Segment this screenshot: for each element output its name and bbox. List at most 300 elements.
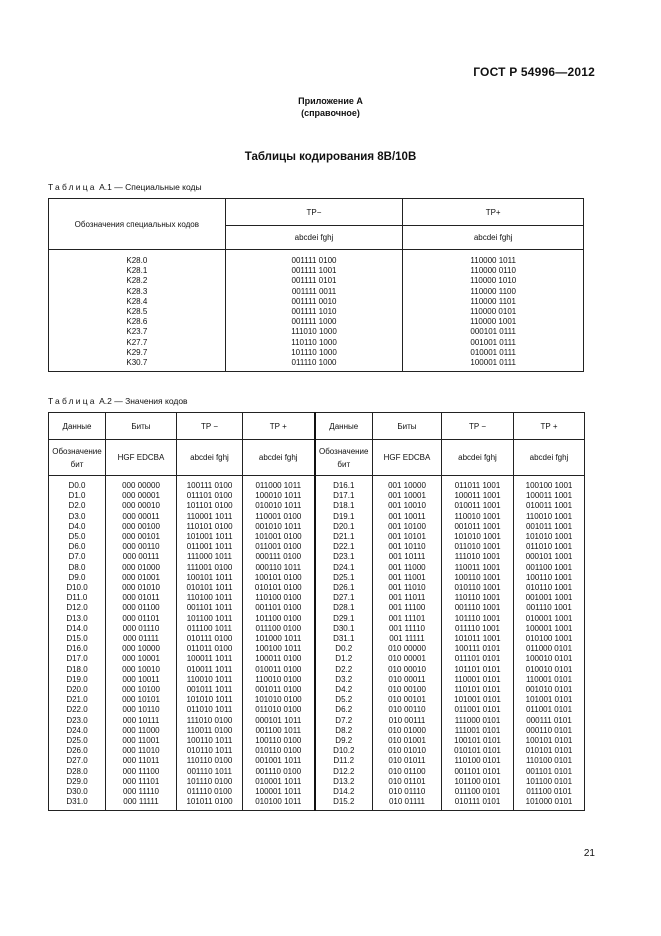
header-tp-minus: ТР − <box>177 413 243 440</box>
table-cell: 100101 0101 <box>525 736 573 746</box>
table-cell: D30.1 <box>333 623 355 633</box>
table-cell: D9.0 <box>68 572 86 582</box>
header-bits-right: Биты <box>373 413 442 440</box>
table-cell: 101001 0101 <box>525 695 573 705</box>
table-cell: 000 11111 <box>123 797 159 807</box>
appendix-label: Приложение А <box>298 96 363 106</box>
table-cell: 010010 1011 <box>255 501 302 511</box>
table-cell: 101110 0100 <box>186 776 233 786</box>
table-cell: K28.6 <box>126 317 148 327</box>
table-cell: D20.1 <box>333 521 355 531</box>
table-cell: 001101 1011 <box>186 603 233 613</box>
table-cell: 001100 1001 <box>525 562 573 572</box>
table-cell: 111001 0101 <box>454 725 501 735</box>
tp-minus-column <box>177 476 243 811</box>
table-cell: 000 00100 <box>122 521 160 531</box>
table-cell: 001001 1011 <box>255 756 302 766</box>
header-bits: Биты <box>106 413 177 440</box>
table-cell: 110000 1011 <box>470 256 516 265</box>
table-cell: 010 00101 <box>388 695 426 705</box>
table-cell: 010011 1001 <box>454 501 501 511</box>
table-cell: 010101 0101 <box>454 746 501 756</box>
table-cell: 010110 1001 <box>525 583 573 593</box>
table-cell: 111010 1000 <box>291 327 337 337</box>
table-cell: D5.2 <box>335 695 353 705</box>
table-cell: 111001 0100 <box>186 562 233 572</box>
table-cell: 010001 1011 <box>255 776 302 786</box>
table-cell: 100011 0100 <box>255 654 302 664</box>
table-cell: 001 10111 <box>388 552 426 562</box>
table-cell: D1.2 <box>335 654 353 664</box>
table-cell: D10.2 <box>333 746 355 756</box>
table-cell: 101011 1001 <box>454 634 501 644</box>
table-cell: 001110 0100 <box>255 766 302 776</box>
table-cell: 110011 1001 <box>454 562 501 572</box>
table-cell: D20.0 <box>66 685 88 695</box>
table-cell: D6.2 <box>335 705 353 715</box>
table-cell: 101001 1011 <box>186 532 233 542</box>
table-cell: D18.1 <box>333 501 355 511</box>
table-cell: 110000 1001 <box>470 317 517 327</box>
table-cell: 001011 0100 <box>255 685 302 695</box>
table-cell: 101010 1001 <box>525 532 573 542</box>
table-cell: 001 10110 <box>388 542 426 552</box>
table-cell: 100011 1001 <box>454 491 501 501</box>
table1-caption <box>48 182 202 192</box>
table-cell: D24.1 <box>333 562 355 572</box>
table-cell: D0.2 <box>335 644 353 654</box>
table-cell: 011010 1001 <box>454 542 501 552</box>
table-cell: 011001 0100 <box>255 542 302 552</box>
table-cell: 010 01010 <box>388 746 426 756</box>
table-cell: D26.0 <box>66 746 88 756</box>
table-cell: 010111 0100 <box>186 634 233 644</box>
table1-caption-word: Таблица <box>48 182 97 192</box>
table-cell: 011010 0100 <box>255 705 302 715</box>
table-cell: D19.1 <box>333 511 355 521</box>
table-cell: K29.7 <box>126 347 148 357</box>
table-cell: 100100 1001 <box>525 481 573 490</box>
table-cell: 001 10000 <box>388 481 426 490</box>
tp-plus-column-right <box>514 476 585 811</box>
table-cell: 001 11101 <box>388 613 426 623</box>
table-cell: 010 00100 <box>388 685 426 695</box>
table-cell: 001001 0111 <box>470 337 516 347</box>
table-cell: D15.2 <box>333 797 355 807</box>
table-cell: 001010 1011 <box>255 521 302 531</box>
table-cell: 001100 1011 <box>255 725 302 735</box>
table-cell: D8.0 <box>68 562 86 572</box>
table-cell: D29.1 <box>333 613 355 623</box>
table-cell: 011110 1001 <box>455 623 500 633</box>
table-cell: D3.2 <box>335 674 353 684</box>
table-cell: 000110 1011 <box>255 562 302 572</box>
table-cell: 000 11110 <box>122 787 160 797</box>
table-cell: D30.0 <box>66 787 88 797</box>
table-cell: 101100 1011 <box>186 613 233 623</box>
table-cell: D7.0 <box>68 552 86 562</box>
table-cell: 100001 0111 <box>470 358 516 368</box>
table-cell: 101100 0100 <box>255 613 302 623</box>
table-cell: 011110 0100 <box>187 787 232 797</box>
table-cell: D28.0 <box>66 766 88 776</box>
subheader-tp-minus: abcdei fghj <box>177 440 243 476</box>
table-cell: D11.0 <box>66 593 88 603</box>
table-cell: 110101 0101 <box>454 685 501 695</box>
table-cell: 100101 1011 <box>186 572 233 582</box>
header-data-right: Данные <box>315 413 373 440</box>
table-cell: 001101 0100 <box>255 603 302 613</box>
table-cell: 111010 0100 <box>186 715 233 725</box>
page-number: 21 <box>583 848 595 859</box>
table-cell: D25.1 <box>333 572 355 582</box>
table-cell: 100001 1001 <box>525 623 573 633</box>
table-cell: 001110 1011 <box>187 766 232 776</box>
table-cell: D2.0 <box>68 501 86 511</box>
header-tp-plus: ТР + <box>243 413 315 440</box>
table-cell: D18.0 <box>66 664 88 674</box>
table-cell: 001011 1011 <box>186 685 233 695</box>
table-cell: 010111 0101 <box>454 797 501 807</box>
data-column <box>49 476 106 811</box>
table-cell: 000110 0101 <box>525 725 573 735</box>
subheader-tp-minus-right: abcdei fghj <box>442 440 514 476</box>
table-cell: 011001 0101 <box>525 705 573 715</box>
table-cell: D16.1 <box>333 481 355 490</box>
subheader-designation-right <box>315 440 373 476</box>
code-values-table <box>48 412 585 811</box>
table-cell: 010 00010 <box>388 664 426 674</box>
table-cell: 001111 0101 <box>291 276 337 286</box>
table-cell: 000 01001 <box>122 572 160 582</box>
subheader-tp-plus: abcdei fghj <box>403 226 584 250</box>
data-column-right <box>315 476 373 811</box>
table-cell: 000 11101 <box>122 776 160 786</box>
table-cell: 001010 0101 <box>525 685 573 695</box>
subheader-designation-right-line2: бит <box>337 459 351 469</box>
table-cell: 000101 0111 <box>470 327 516 337</box>
table-cell: 001 11000 <box>388 562 426 572</box>
table-cell: D12.0 <box>66 603 88 613</box>
page-title: Таблицы кодирования 8В/10В <box>244 151 417 163</box>
table-cell: 000 11000 <box>122 725 160 735</box>
table-cell: 110001 0101 <box>525 674 573 684</box>
subheader-tp-minus: abcdei fghj <box>225 226 403 250</box>
table-cell: D28.1 <box>333 603 355 613</box>
table-cell: 110001 0101 <box>454 674 501 684</box>
table-cell: 011100 1011 <box>187 623 232 633</box>
table-cell: 011010 1001 <box>525 542 573 552</box>
table-cell: 010001 1001 <box>525 613 573 623</box>
table-cell: 000 10010 <box>122 664 160 674</box>
table-cell: 000111 0100 <box>255 552 302 562</box>
table-cell: D16.0 <box>66 644 88 654</box>
table-cell: 000 00011 <box>122 511 160 521</box>
table-cell: 000 11010 <box>122 746 160 756</box>
table-cell: 000 01111 <box>122 634 160 644</box>
table-cell: D22.0 <box>66 705 88 715</box>
table-cell: D23.1 <box>333 552 355 562</box>
table-cell: 110001 0100 <box>255 511 302 521</box>
table-cell: 000 10001 <box>122 654 160 664</box>
table-cell: D7.2 <box>335 715 353 725</box>
table-cell: 101110 1001 <box>454 613 501 623</box>
table-cell: 000 10101 <box>122 695 160 705</box>
table-cell: 100110 0100 <box>255 736 302 746</box>
table-cell: D21.1 <box>333 532 355 542</box>
table-cell: 100110 1001 <box>454 572 501 582</box>
table-cell: D9.2 <box>335 736 353 746</box>
table-cell: K28.1 <box>126 266 148 276</box>
table-cell: 110000 1101 <box>470 296 516 306</box>
table-cell: 011010 1011 <box>186 705 233 715</box>
table-cell: 000 01010 <box>122 583 160 593</box>
table-cell: 000 10000 <box>122 644 160 654</box>
table-cell: 100010 1011 <box>255 491 302 501</box>
table-cell: D6.0 <box>68 542 86 552</box>
table-cell: D17.0 <box>66 654 88 664</box>
header-tp-minus: ТР− <box>225 199 403 226</box>
table-cell: 001 11110 <box>388 623 426 633</box>
table-cell: 010 00110 <box>388 705 426 715</box>
tp-minus-column-right <box>442 476 514 811</box>
table-cell: 000 00110 <box>122 542 160 552</box>
table-cell: D23.0 <box>66 715 88 725</box>
table-cell: 001111 1000 <box>291 317 337 327</box>
table-cell: 001111 0011 <box>291 286 337 296</box>
table-cell: 110000 1010 <box>470 276 517 286</box>
table-cell: 101001 0101 <box>454 695 501 705</box>
bits-column <box>106 476 177 811</box>
table-cell: 101000 1011 <box>255 634 302 644</box>
table-cell: 001 11010 <box>388 583 426 593</box>
table-cell: 010 00001 <box>388 654 426 664</box>
table-cell: 100011 1001 <box>525 491 573 501</box>
table-cell: 011000 1011 <box>255 481 302 490</box>
table-cell: 001110 1001 <box>526 603 572 613</box>
subheader-designation-line2: бит <box>70 459 84 469</box>
table-cell: 110001 1011 <box>186 511 233 521</box>
table-cell: K23.7 <box>126 327 148 337</box>
table-cell: 011100 0101 <box>526 787 572 797</box>
special-code-names-column <box>49 250 226 372</box>
table-cell: 000101 1011 <box>255 715 302 725</box>
table-cell: D15.0 <box>66 634 88 644</box>
table-cell: 110000 0101 <box>470 307 517 317</box>
table-cell: 110110 1000 <box>291 337 337 347</box>
table-cell: 010100 1001 <box>525 634 573 644</box>
table-cell: 000 00111 <box>122 552 160 562</box>
table-cell: 000 10100 <box>122 685 160 695</box>
table-cell: 100100 1011 <box>255 644 302 654</box>
table-cell: 010 01001 <box>388 736 426 746</box>
table-cell: 101100 0101 <box>454 776 501 786</box>
subheader-tp-plus: abcdei fghj <box>243 440 315 476</box>
table-cell: 001 10100 <box>388 521 426 531</box>
table-cell: 010 01101 <box>388 776 426 786</box>
table-cell: D21.0 <box>66 695 88 705</box>
table-cell: 101001 0100 <box>254 532 302 542</box>
table-cell: 110100 0100 <box>255 593 302 603</box>
table-cell: D14.2 <box>333 787 355 797</box>
table-cell: 110010 1001 <box>454 511 501 521</box>
table-cell: 101010 1001 <box>454 532 501 542</box>
table-cell: D24.0 <box>66 725 88 735</box>
table-cell: 011101 0100 <box>186 491 233 501</box>
table-cell: 011011 0100 <box>186 644 233 654</box>
table-cell: D13.2 <box>333 776 355 786</box>
table-cell: 010011 1011 <box>186 664 233 674</box>
special-code-tp-minus-column <box>225 250 403 372</box>
table-cell: D19.0 <box>66 674 88 684</box>
table-cell: 001011 1001 <box>454 521 501 531</box>
table-cell: 100101 0101 <box>454 736 501 746</box>
table-cell: 100110 1001 <box>525 572 573 582</box>
table-cell: D2.2 <box>335 664 353 674</box>
table-cell: 000 01110 <box>122 623 160 633</box>
table-cell: 100001 1011 <box>255 787 302 797</box>
table-cell: 001111 1001 <box>291 266 337 276</box>
table-cell: K28.2 <box>126 276 148 286</box>
table-cell: D26.1 <box>333 583 355 593</box>
table-cell: 001011 1001 <box>525 521 573 531</box>
table-cell: 000 11100 <box>122 766 160 776</box>
table-cell: 100011 1011 <box>186 654 233 664</box>
table-cell: 011101 0101 <box>454 654 501 664</box>
table-cell: 001111 1010 <box>291 307 337 317</box>
header-tp-minus-right: ТР − <box>442 413 514 440</box>
special-codes-table <box>48 198 584 372</box>
table-cell: 011011 1001 <box>454 481 501 490</box>
table-cell: 100010 0101 <box>525 654 573 664</box>
table-cell: D3.0 <box>68 511 86 521</box>
table-cell: D13.0 <box>66 613 88 623</box>
table-cell: 110000 1100 <box>470 286 516 296</box>
table-cell: 001 10101 <box>388 532 426 542</box>
table-cell: 001111 0010 <box>291 296 337 306</box>
table-cell: 101101 0101 <box>454 664 501 674</box>
table-cell: 010 01110 <box>388 787 426 797</box>
table-cell: 001101 0101 <box>454 766 501 776</box>
table-cell: 101110 1000 <box>291 347 337 357</box>
tp-plus-column <box>243 476 315 811</box>
table-cell: 010011 0100 <box>255 664 302 674</box>
table2-caption-word: Таблица <box>48 396 97 406</box>
table-cell: 010011 1001 <box>525 501 573 511</box>
table-cell: 001 11011 <box>388 593 426 603</box>
table-cell: 010010 0101 <box>525 664 573 674</box>
table-cell: D17.1 <box>333 491 355 501</box>
table-cell: D12.2 <box>333 766 355 776</box>
table-cell: 001 10011 <box>388 511 426 521</box>
table-cell: 010110 1001 <box>454 583 501 593</box>
table-cell: 111000 0101 <box>454 715 501 725</box>
table-cell: 101010 1011 <box>186 695 233 705</box>
table-cell: D14.0 <box>66 623 88 633</box>
table-cell: 100101 0100 <box>254 572 302 582</box>
table-cell: D31.1 <box>333 634 355 644</box>
appendix-type: (справочное) <box>301 108 360 118</box>
table-cell: 000 00000 <box>122 481 160 490</box>
table-cell: 011110 1000 <box>291 358 337 368</box>
table-cell: 010001 0111 <box>470 347 516 357</box>
table-cell: 000 01000 <box>122 562 160 572</box>
table-cell: 000 10111 <box>122 715 160 725</box>
table-cell: 110010 1001 <box>525 511 573 521</box>
table-cell: D25.0 <box>66 736 88 746</box>
table-cell: 010 01111 <box>388 797 426 807</box>
table-cell: 010 01011 <box>388 756 426 766</box>
table-cell: D29.0 <box>66 776 88 786</box>
header-designation: Обозначения специальных кодов <box>49 199 226 250</box>
table-cell: 010110 1011 <box>186 746 233 756</box>
document-standard-code: ГОСТ Р 54996—2012 <box>473 65 595 79</box>
bits-column-right <box>373 476 442 811</box>
table-cell: 011001 1011 <box>186 542 233 552</box>
table-cell: K27.7 <box>126 337 148 347</box>
header-tp-plus: ТР+ <box>403 199 584 226</box>
table-cell: 000 11011 <box>122 756 160 766</box>
table-cell: 110100 0101 <box>525 756 573 766</box>
subheader-tp-plus-right: abcdei fghj <box>514 440 585 476</box>
table-cell: 010 01000 <box>388 725 426 735</box>
header-tp-plus-right: ТР + <box>514 413 585 440</box>
table-cell: 001110 1001 <box>454 603 501 613</box>
table1-caption-text: А.1 — Специальные коды <box>96 182 202 192</box>
table-cell: 101010 0100 <box>254 695 302 705</box>
table-cell: 101100 0101 <box>525 776 573 786</box>
table-cell: 000 00010 <box>122 501 160 511</box>
table-cell: 000 00001 <box>122 491 160 501</box>
table-cell: 111000 1011 <box>187 552 232 562</box>
table-cell: 000 01101 <box>122 613 160 623</box>
table-cell: D0.0 <box>68 481 86 490</box>
special-code-tp-plus-column <box>403 250 584 372</box>
table-cell: 100111 0100 <box>186 481 233 490</box>
table-cell: 000111 0101 <box>526 715 572 725</box>
subheader-bits-right: HGF EDCBA <box>373 440 442 476</box>
table-cell: D4.2 <box>335 685 353 695</box>
subheader-bits: HGF EDCBA <box>106 440 177 476</box>
table-cell: 110010 0100 <box>255 674 302 684</box>
table-cell: 011100 0101 <box>454 787 501 797</box>
table-cell: 010101 0101 <box>525 746 573 756</box>
table-cell: 010 00111 <box>388 715 426 725</box>
table-cell: 111010 1001 <box>454 552 501 562</box>
table-cell: K30.7 <box>126 358 148 368</box>
table-cell: 011001 0101 <box>454 705 501 715</box>
table-cell: 001 11001 <box>388 572 426 582</box>
table-cell: 010101 0100 <box>254 583 302 593</box>
table-cell: 110100 0101 <box>454 756 501 766</box>
table-cell: 000101 1001 <box>525 552 573 562</box>
table-cell: D4.0 <box>68 521 86 531</box>
table-cell: D22.1 <box>333 542 355 552</box>
table-cell: 001 11111 <box>389 634 425 644</box>
table-cell: 110010 1011 <box>186 674 233 684</box>
table-cell: 000 10011 <box>122 674 160 684</box>
table-cell: 100111 0101 <box>454 644 501 654</box>
table-cell: 101011 0100 <box>186 797 233 807</box>
table-cell: 110100 1011 <box>186 593 233 603</box>
table-cell: D27.0 <box>66 756 88 766</box>
table-cell: 001 11100 <box>388 603 426 613</box>
table-cell: D31.0 <box>66 797 88 807</box>
table-cell: D10.0 <box>66 583 88 593</box>
table-cell: K28.4 <box>126 296 148 306</box>
table-cell: D11.2 <box>333 756 355 766</box>
table-cell: 110011 0100 <box>186 725 233 735</box>
